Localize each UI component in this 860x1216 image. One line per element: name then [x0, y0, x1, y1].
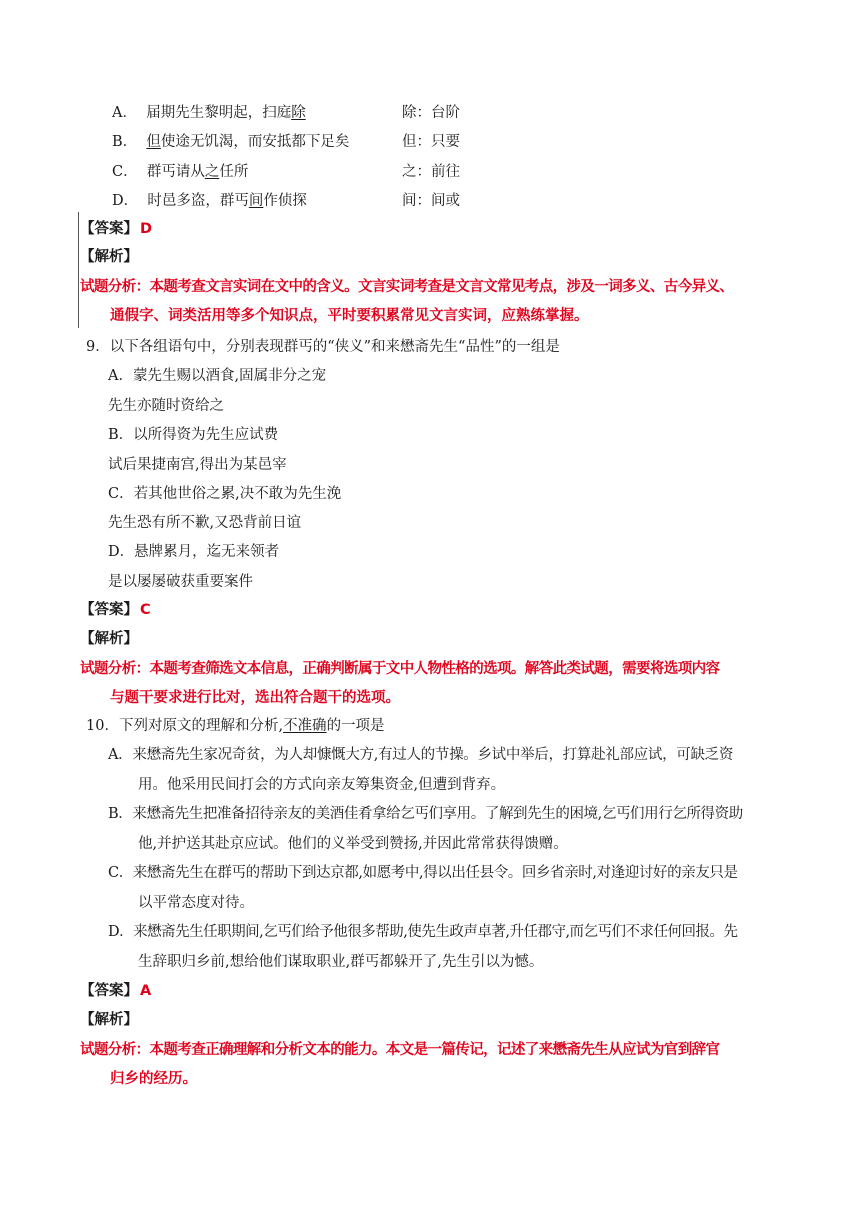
q8-analysis-line1: 试题分析：本题考查文言实词在文中的含义。文言实词考查是文言文常见考点，涉及一词多义、古今异义、: [80, 279, 734, 295]
q10-option-d-line2: 生辞职归乡前,想给他们谋取职业,群丐都躲开了,先生引以为憾。: [138, 954, 544, 970]
q9-analysis-line1: 试题分析：本题考查筛选文本信息，正确判断属于文中人物性格的选项。解答此类试题，需要将选项内容: [80, 661, 720, 677]
q9-option-a-line1: A．蒙先生赐以酒食,固属非分之宠: [108, 368, 327, 384]
q10-analysis-line2: 归乡的经历。: [110, 1071, 197, 1087]
q8-analysis-label: 【解析】: [80, 249, 138, 265]
q9-option-b-line2: 试后果捷南宫,得出为某邑宰: [108, 457, 287, 473]
q8-option-d-gloss: 间：间或: [402, 193, 460, 209]
q9-analysis-line2: 与题干要求进行比对，选出符合题干的选项。: [110, 690, 400, 706]
q10-answer: 【答案】 A: [80, 983, 152, 999]
q9-option-b-line1: B．以所得资为先生应试费: [108, 427, 279, 443]
q9-option-d-line1: D．悬牌累月，迄无来领者: [108, 544, 280, 560]
q10-option-a-line2: 用。他采用民间打会的方式向亲友筹集资金,但遭到背弃。: [138, 777, 506, 793]
q8-option-c-gloss: 之：前往: [402, 164, 460, 180]
q10-option-b-line2: 他,并护送其赴京应试。他们的义举受到赞扬,并因此常常获得馈赠。: [138, 836, 568, 852]
q8-option-b-gloss: 但：只要: [402, 134, 460, 150]
q10-option-c-line2: 以平常态度对待。: [138, 895, 254, 911]
q8-answer: 【答案】 D: [80, 221, 153, 237]
q8-analysis-line2: 通假字、词类活用等多个知识点，平时要积累常见文言实词，应熟练掌握。: [110, 308, 589, 324]
q9-analysis-label: 【解析】: [80, 631, 138, 647]
q8-option-b: B． 但使途无饥渴，而安抵都下足矣: [112, 134, 350, 150]
q9-option-d-line2: 是以屡屡破获重要案件: [108, 574, 253, 590]
q10-option-d-line1: D．来懋斋先生任职期间,乞丐们给予他很多帮助,使先生政声卓著,升任郡守,而乞丐们不求任何回报。先: [108, 924, 738, 940]
margin-bar: [78, 212, 79, 328]
q10-option-b-line1: B．来懋斋先生把准备招待亲友的美酒佳肴拿给乞丐们享用。了解到先生的困境,乞丐们用行乞所得资助: [108, 806, 743, 822]
q8-option-c: C． 群丐请从之任所: [112, 164, 249, 180]
q9-option-a-line2: 先生亦随时资给之: [108, 398, 224, 414]
q8-option-a-gloss: 除：台阶: [402, 105, 460, 121]
q8-option-a: A． 届期先生黎明起，扫庭除: [112, 105, 306, 121]
q10-option-a-line1: A．来懋斋先生家况奇贫，为人却慷慨大方,有过人的节操。乡试中举后，打算赴礼部应试，可缺乏资: [108, 747, 734, 763]
q9-option-c-line2: 先生恐有所不歉,又恐背前日谊: [108, 515, 302, 531]
q9-option-c-line1: C．若其他世俗之累,决不敢为先生浼: [108, 486, 342, 502]
q10-option-c-line1: C．来懋斋先生在群丐的帮助下到达京都,如愿考中,得以出任县令。回乡省亲时,对逢迎讨好的亲友只是: [108, 865, 738, 881]
q10-stem: 10．下列对原文的理解和分析,不准确的一项是: [86, 718, 385, 734]
q9-stem: 9．以下各组语句中，分别表现群丐的“侠义”和来懋斋先生“品性”的一组是: [86, 339, 560, 355]
q10-analysis-line1: 试题分析：本题考查正确理解和分析文本的能力。本文是一篇传记，记述了来懋斋先生从应试为官到辞官: [80, 1042, 720, 1058]
q8-option-d: D． 时邑多盗，群丐间作侦探: [112, 193, 307, 209]
q9-answer: 【答案】 C: [80, 602, 151, 618]
q10-analysis-label: 【解析】: [80, 1012, 138, 1028]
